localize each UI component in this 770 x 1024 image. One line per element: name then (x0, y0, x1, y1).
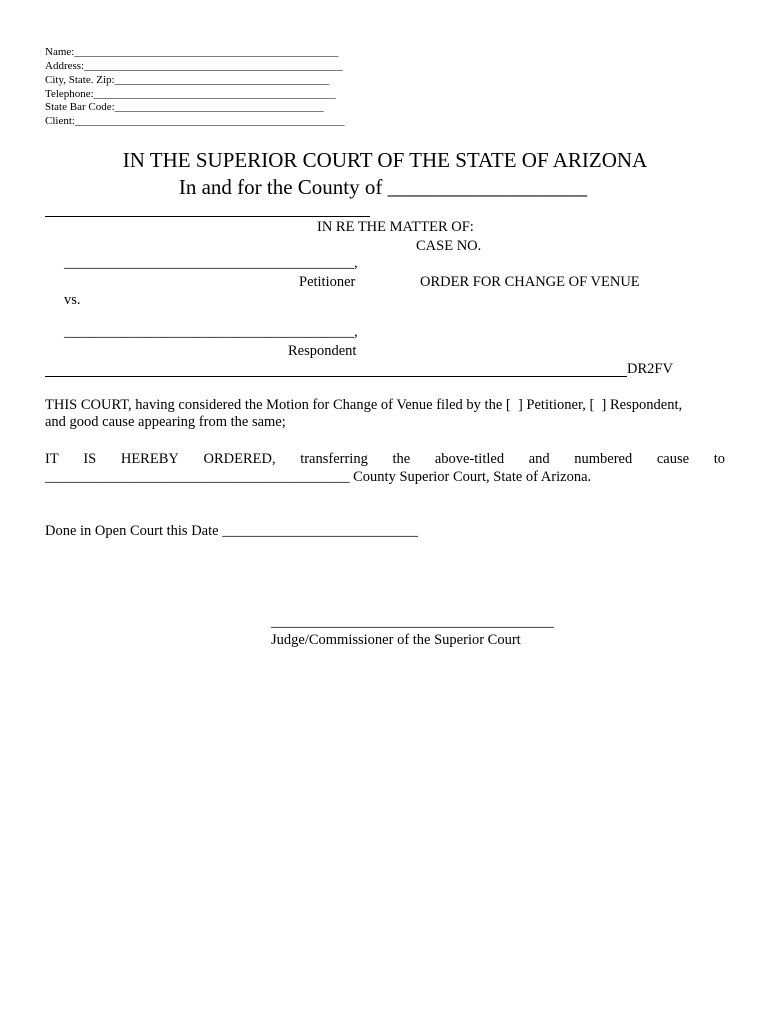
order-word: above-titled (434, 451, 505, 467)
client-field[interactable] (45, 115, 344, 129)
paragraph-consideration-line1: THIS COURT, having considered the Motion for Change of Venue filed by the [ ] Petitioner, [ ] Respondent, (45, 397, 683, 413)
order-word: transferring (300, 451, 368, 467)
form-code: DR2FV (627, 361, 673, 377)
in-re-label: IN RE THE MATTER OF: (317, 219, 474, 235)
city-state-zip-field[interactable] (45, 74, 329, 88)
paragraph-order-line2[interactable]: __________________________________________ County Superior Court, State of Arizona. (45, 469, 592, 485)
address-blank[interactable]: _______________________________________________ (84, 60, 343, 72)
respondent-blank[interactable]: ________________________________________, (64, 324, 358, 340)
court-title: IN THE SUPERIOR COURT OF THE STATE OF ARIZONA (122, 148, 648, 172)
telephone-label: Telephone: (45, 88, 94, 100)
paragraph-order-line1 (45, 451, 725, 468)
done-in-open-court-line[interactable]: Done in Open Court this Date ___________________________ (45, 523, 418, 539)
telephone-blank[interactable]: ____________________________________________ (93, 88, 336, 100)
address-field[interactable] (45, 60, 343, 74)
versus-label: vs. (64, 292, 81, 308)
order-word: HEREBY (120, 451, 179, 467)
caption-top-rule (45, 216, 370, 217)
document-title: ORDER FOR CHANGE OF VENUE (420, 274, 640, 290)
city-state-zip-blank[interactable]: _______________________________________ (114, 74, 330, 86)
state-bar-code-label: State Bar Code: (45, 101, 115, 113)
signature-label: Judge/Commissioner of the Superior Court (271, 632, 521, 648)
petitioner-label: Petitioner (299, 274, 356, 290)
order-word: the (392, 451, 411, 467)
state-bar-code-blank[interactable]: ______________________________________ (114, 101, 324, 113)
client-blank[interactable]: _________________________________________________ (74, 115, 345, 127)
case-no-label[interactable]: CASE NO. (416, 238, 482, 254)
paragraph-consideration-line2: and good cause appearing from the same; (45, 414, 286, 430)
order-word: to (713, 451, 725, 467)
client-label: Client: (45, 115, 75, 127)
county-line[interactable]: In and for the County of ___________________ (178, 175, 588, 199)
order-word: IT (45, 451, 59, 467)
caption-bottom-rule (45, 376, 627, 377)
order-word: cause (656, 451, 690, 467)
order-word: and (528, 451, 550, 467)
order-word: IS (83, 451, 97, 467)
order-word: ORDERED, (203, 451, 276, 467)
address-label: Address: (45, 60, 85, 72)
state-bar-code-field[interactable] (45, 101, 324, 115)
petitioner-blank[interactable]: ________________________________________, (64, 255, 358, 271)
respondent-label: Respondent (288, 343, 357, 359)
name-blank[interactable]: ________________________________________________ (74, 46, 339, 58)
city-state-zip-label: City, State. Zip: (45, 74, 115, 86)
order-word: numbered (574, 451, 633, 467)
signature-blank[interactable]: _______________________________________ (271, 614, 554, 630)
name-label: Name: (45, 46, 75, 58)
name-field[interactable] (45, 46, 338, 60)
telephone-field[interactable] (45, 88, 336, 102)
